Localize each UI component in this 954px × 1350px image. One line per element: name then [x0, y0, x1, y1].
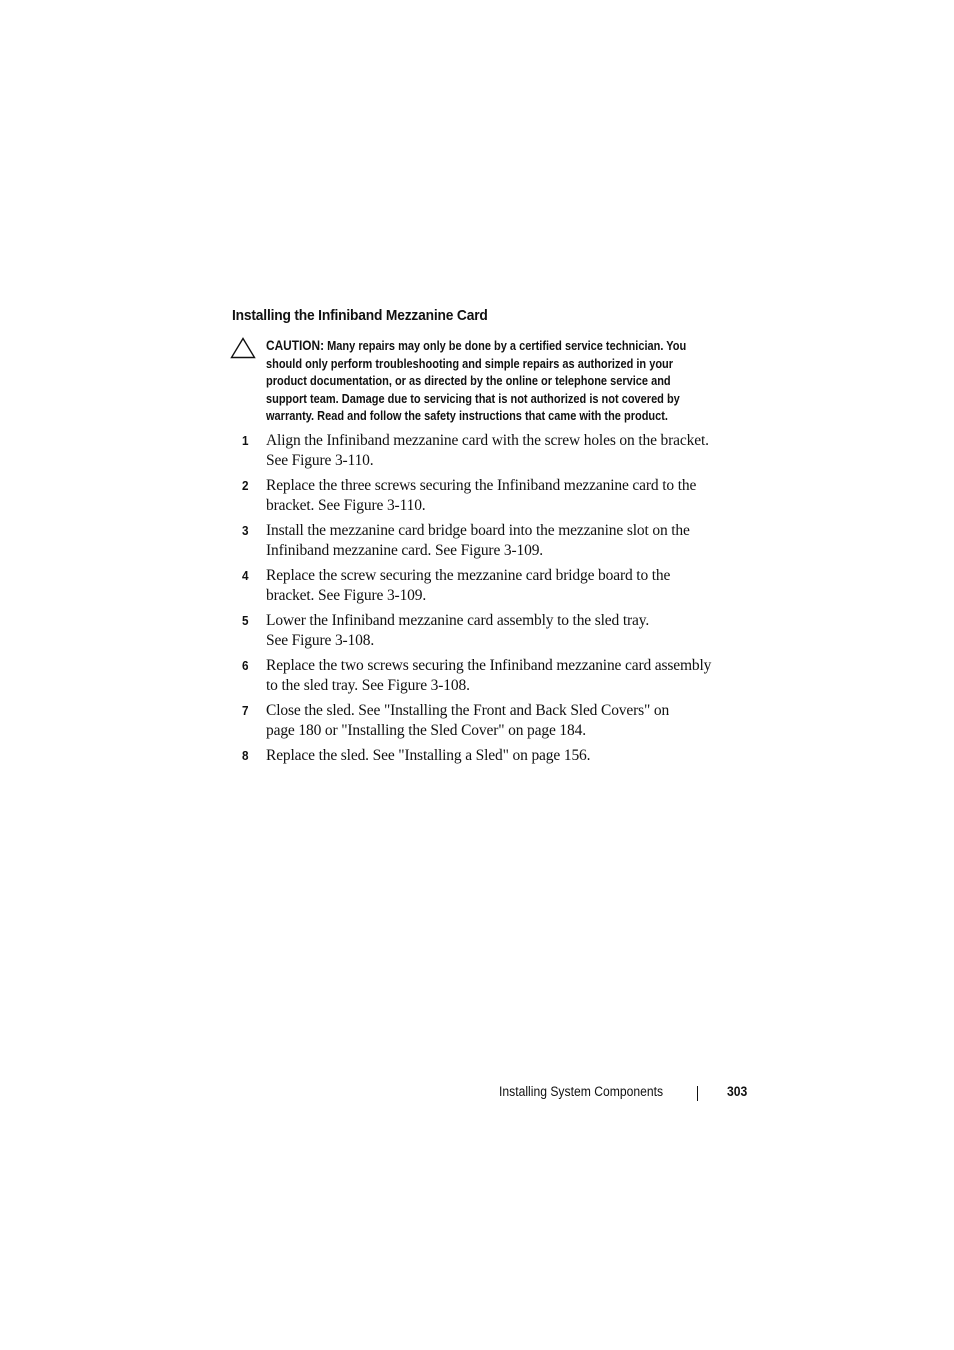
caution-line-1: CAUTION: Many repairs may only be done by a certified service technician. You: [266, 338, 687, 353]
caution-line-3: product documentation, or as directed by the online or telephone service and: [266, 374, 671, 389]
step-number: 6: [242, 658, 249, 673]
step-number: 7: [242, 703, 249, 718]
footer-divider: [697, 1086, 698, 1101]
step-text: Replace the sled. See "Installing a Sled" on page 156.: [266, 747, 591, 764]
step-number: 8: [242, 748, 249, 763]
step-text: Align the Infiniband mezzanine card with the screw holes on the bracket. See Figure 3-110.: [266, 432, 709, 469]
step-number: 2: [242, 478, 249, 493]
caution-line-5: warranty. Read and follow the safety instructions that came with the product.: [266, 409, 668, 424]
step-number: 4: [242, 568, 249, 583]
caution-line-4: support team. Damage due to servicing that is not authorized is not covered by: [266, 391, 680, 406]
step-text: Install the mezzanine card bridge board into the mezzanine slot on the Infiniband mezzanine card. See Figure 3-109.: [266, 522, 690, 559]
page-number: 303: [727, 1084, 748, 1099]
step-text: Replace the two screws securing the Infiniband mezzanine card assembly to the sled tray. See Figure 3-108.: [266, 657, 712, 694]
caution-notice: [266, 337, 724, 426]
step-text: Lower the Infiniband mezzanine card assembly to the sled tray. See Figure 3-108.: [266, 612, 650, 649]
step-number: 1: [242, 433, 249, 448]
step-text: Replace the three screws securing the Infiniband mezzanine card to the bracket. See Figure 3-110.: [266, 477, 697, 514]
caution-line-2: should only perform troubleshooting and simple repairs as authorized in your: [266, 356, 674, 371]
caution-label: CAUTION:: [266, 338, 325, 353]
step-number: 3: [242, 523, 249, 538]
step-text: Close the sled. See "Installing the Front and Back Sled Covers" on page 180 or "Installing the Sled Cover" on page 184.: [266, 702, 670, 739]
footer-chapter-title: Installing System Components: [499, 1084, 664, 1099]
caution-triangle-icon: [230, 337, 256, 359]
step-number: 5: [242, 613, 249, 628]
section-heading: Installing the Infiniband Mezzanine Card: [232, 307, 488, 324]
step-text: Replace the screw securing the mezzanine card bridge board to the bracket. See Figure 3-109.: [266, 567, 671, 604]
